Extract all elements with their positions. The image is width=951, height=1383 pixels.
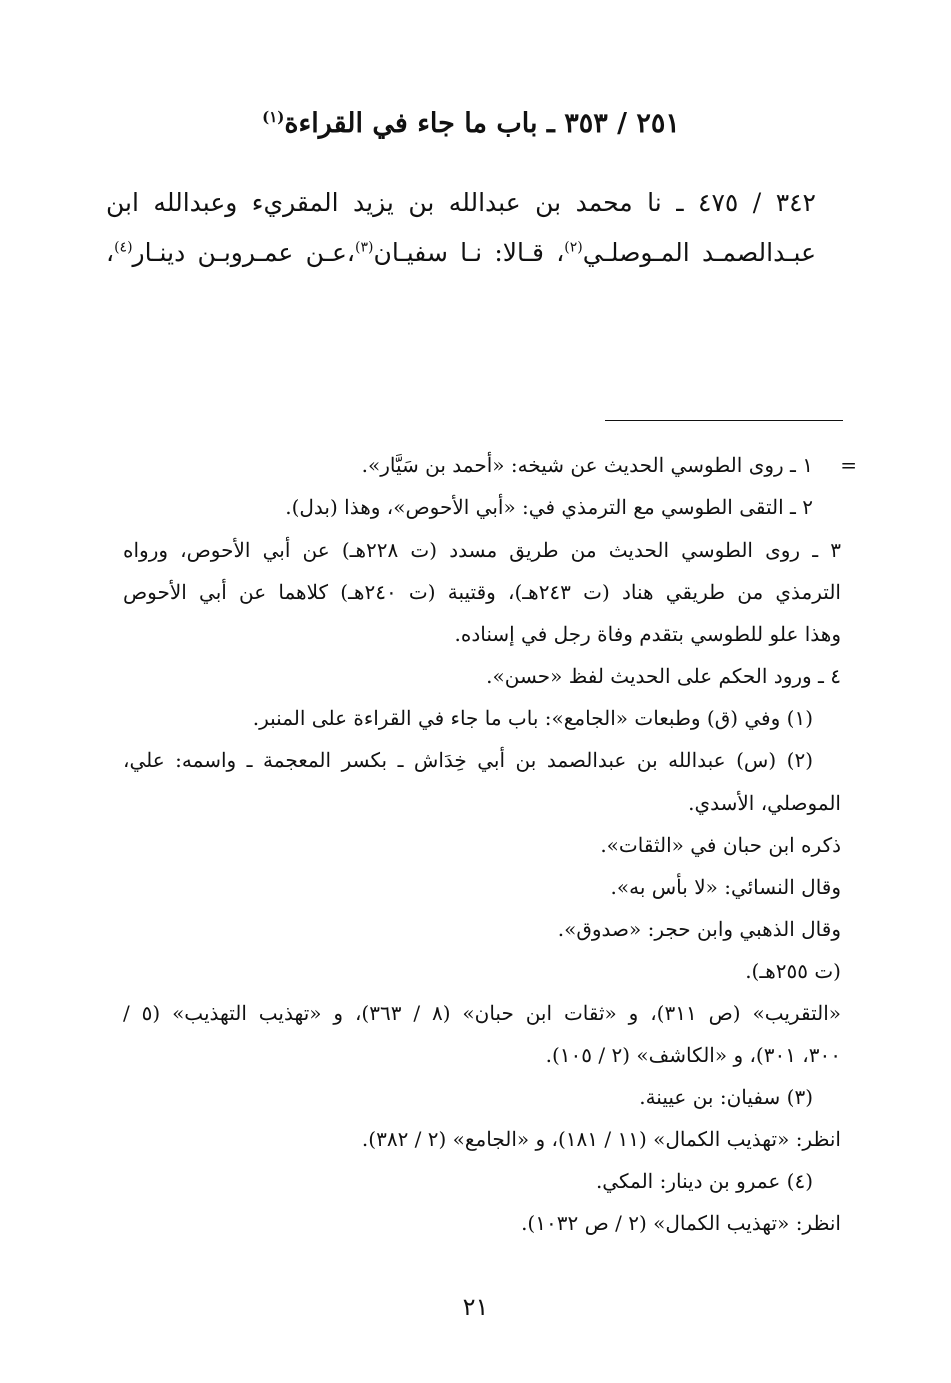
hadith-line-2: عبـدالصمـد المـوصلـي$^{(٢)}$، قـالا: نـا سفيـان$^{(٣)}$،عـن عمـروبـن دينـار$^{(٤)}$، bbox=[106, 238, 817, 267]
footnote-2-line-3: ذكره ابن حبان في «الثقات». bbox=[600, 833, 841, 857]
note-3-line-1: ٣ ـ روى الطوسي الحديث من طريق مسدد (ت ٢٢٨هـ) عن أبي الأحوص، ورواه bbox=[123, 538, 841, 562]
chapter-title bbox=[241, 108, 701, 139]
footnote-ref-1: (١) bbox=[262, 108, 285, 126]
footnote-2-line-7: «التقريب» (ص ٣١١)، و «ثقات ابن حبان» (٨ / ٣٦٣)، و «تهذيب التهذيب» (٥ / bbox=[123, 1001, 841, 1025]
footnote-4-line-2: انظر: «تهذيب الكمال» (٢ / ص ١٠٣٢). bbox=[521, 1211, 841, 1235]
continuation-mark: = bbox=[840, 453, 857, 477]
footnote-3-line-2: انظر: «تهذيب الكمال» (١١ / ١٨١)، و «الجامع» (٢ / ٣٨٢). bbox=[361, 1127, 841, 1151]
footnote-2-line-5: وقال الذهبي وابن حجر: «صدوق». bbox=[557, 917, 841, 941]
footnote-2-line-1: (٢) (س) عبدالله بن عبدالصمد بن أبي خِدَاش ـ بكسر المعجمة ـ واسمه: علي، bbox=[123, 748, 813, 772]
footnote-ref-2: (٢) bbox=[564, 239, 583, 256]
hadith-line-1: ٣٤٢ / ٤٧٥ ـ نا محمد بن عبدالله بن يزيد المقريء وعبدالله ابن bbox=[106, 188, 816, 217]
footnote-ref-4: (٤) bbox=[114, 239, 133, 256]
page-number: ٢١ bbox=[462, 1293, 489, 1321]
footnote-ref-3: (٣) bbox=[354, 239, 374, 256]
footnote-2-line-4: وقال النسائي: «لا بأس به». bbox=[610, 875, 841, 899]
note-1: ١ ـ روى الطوسي الحديث عن شيخه: «أحمد بن سَيَّار». bbox=[361, 453, 813, 477]
footnote-1: (١) وفي (ق) وطبعات «الجامع»: باب ما جاء في القراءة على المنبر. bbox=[252, 706, 813, 730]
footnote-2-line-6: (ت ٢٥٥هـ). bbox=[745, 959, 841, 983]
footnote-4-line-1: (٤) عمرو بن دينار: المكي. bbox=[595, 1169, 813, 1193]
note-3-line-3: وهذا علو للطوسي بتقدم وفاة رجل في إسناده. bbox=[454, 622, 841, 646]
footnote-2-line-2: الموصلي، الأسدي. bbox=[688, 791, 841, 815]
footnote-3-line-1: (٣) سفيان: بن عيينة. bbox=[639, 1085, 813, 1109]
chapter-title-text: ٢٥١ / ٣٥٣ ـ باب ما جاء في القراءة bbox=[284, 108, 680, 139]
note-3-line-2: الترمذي من طريقي هناد (ت ٢٤٣هـ)، وقتيبة (ت ٢٤٠هـ) كلاهما عن أبي الأحوص bbox=[123, 580, 841, 604]
footnote-separator bbox=[605, 420, 843, 421]
footnote-2-line-8: ٣٠٠، ٣٠١)، و «الكاشف» (٢ / ١٠٥). bbox=[545, 1043, 841, 1067]
note-4: ٤ ـ ورود الحكم على الحديث لفظ «حسن». bbox=[486, 664, 841, 688]
note-2: ٢ ـ التقى الطوسي مع الترمذي في: «أبي الأحوص»، وهذا (بدل). bbox=[285, 495, 813, 519]
